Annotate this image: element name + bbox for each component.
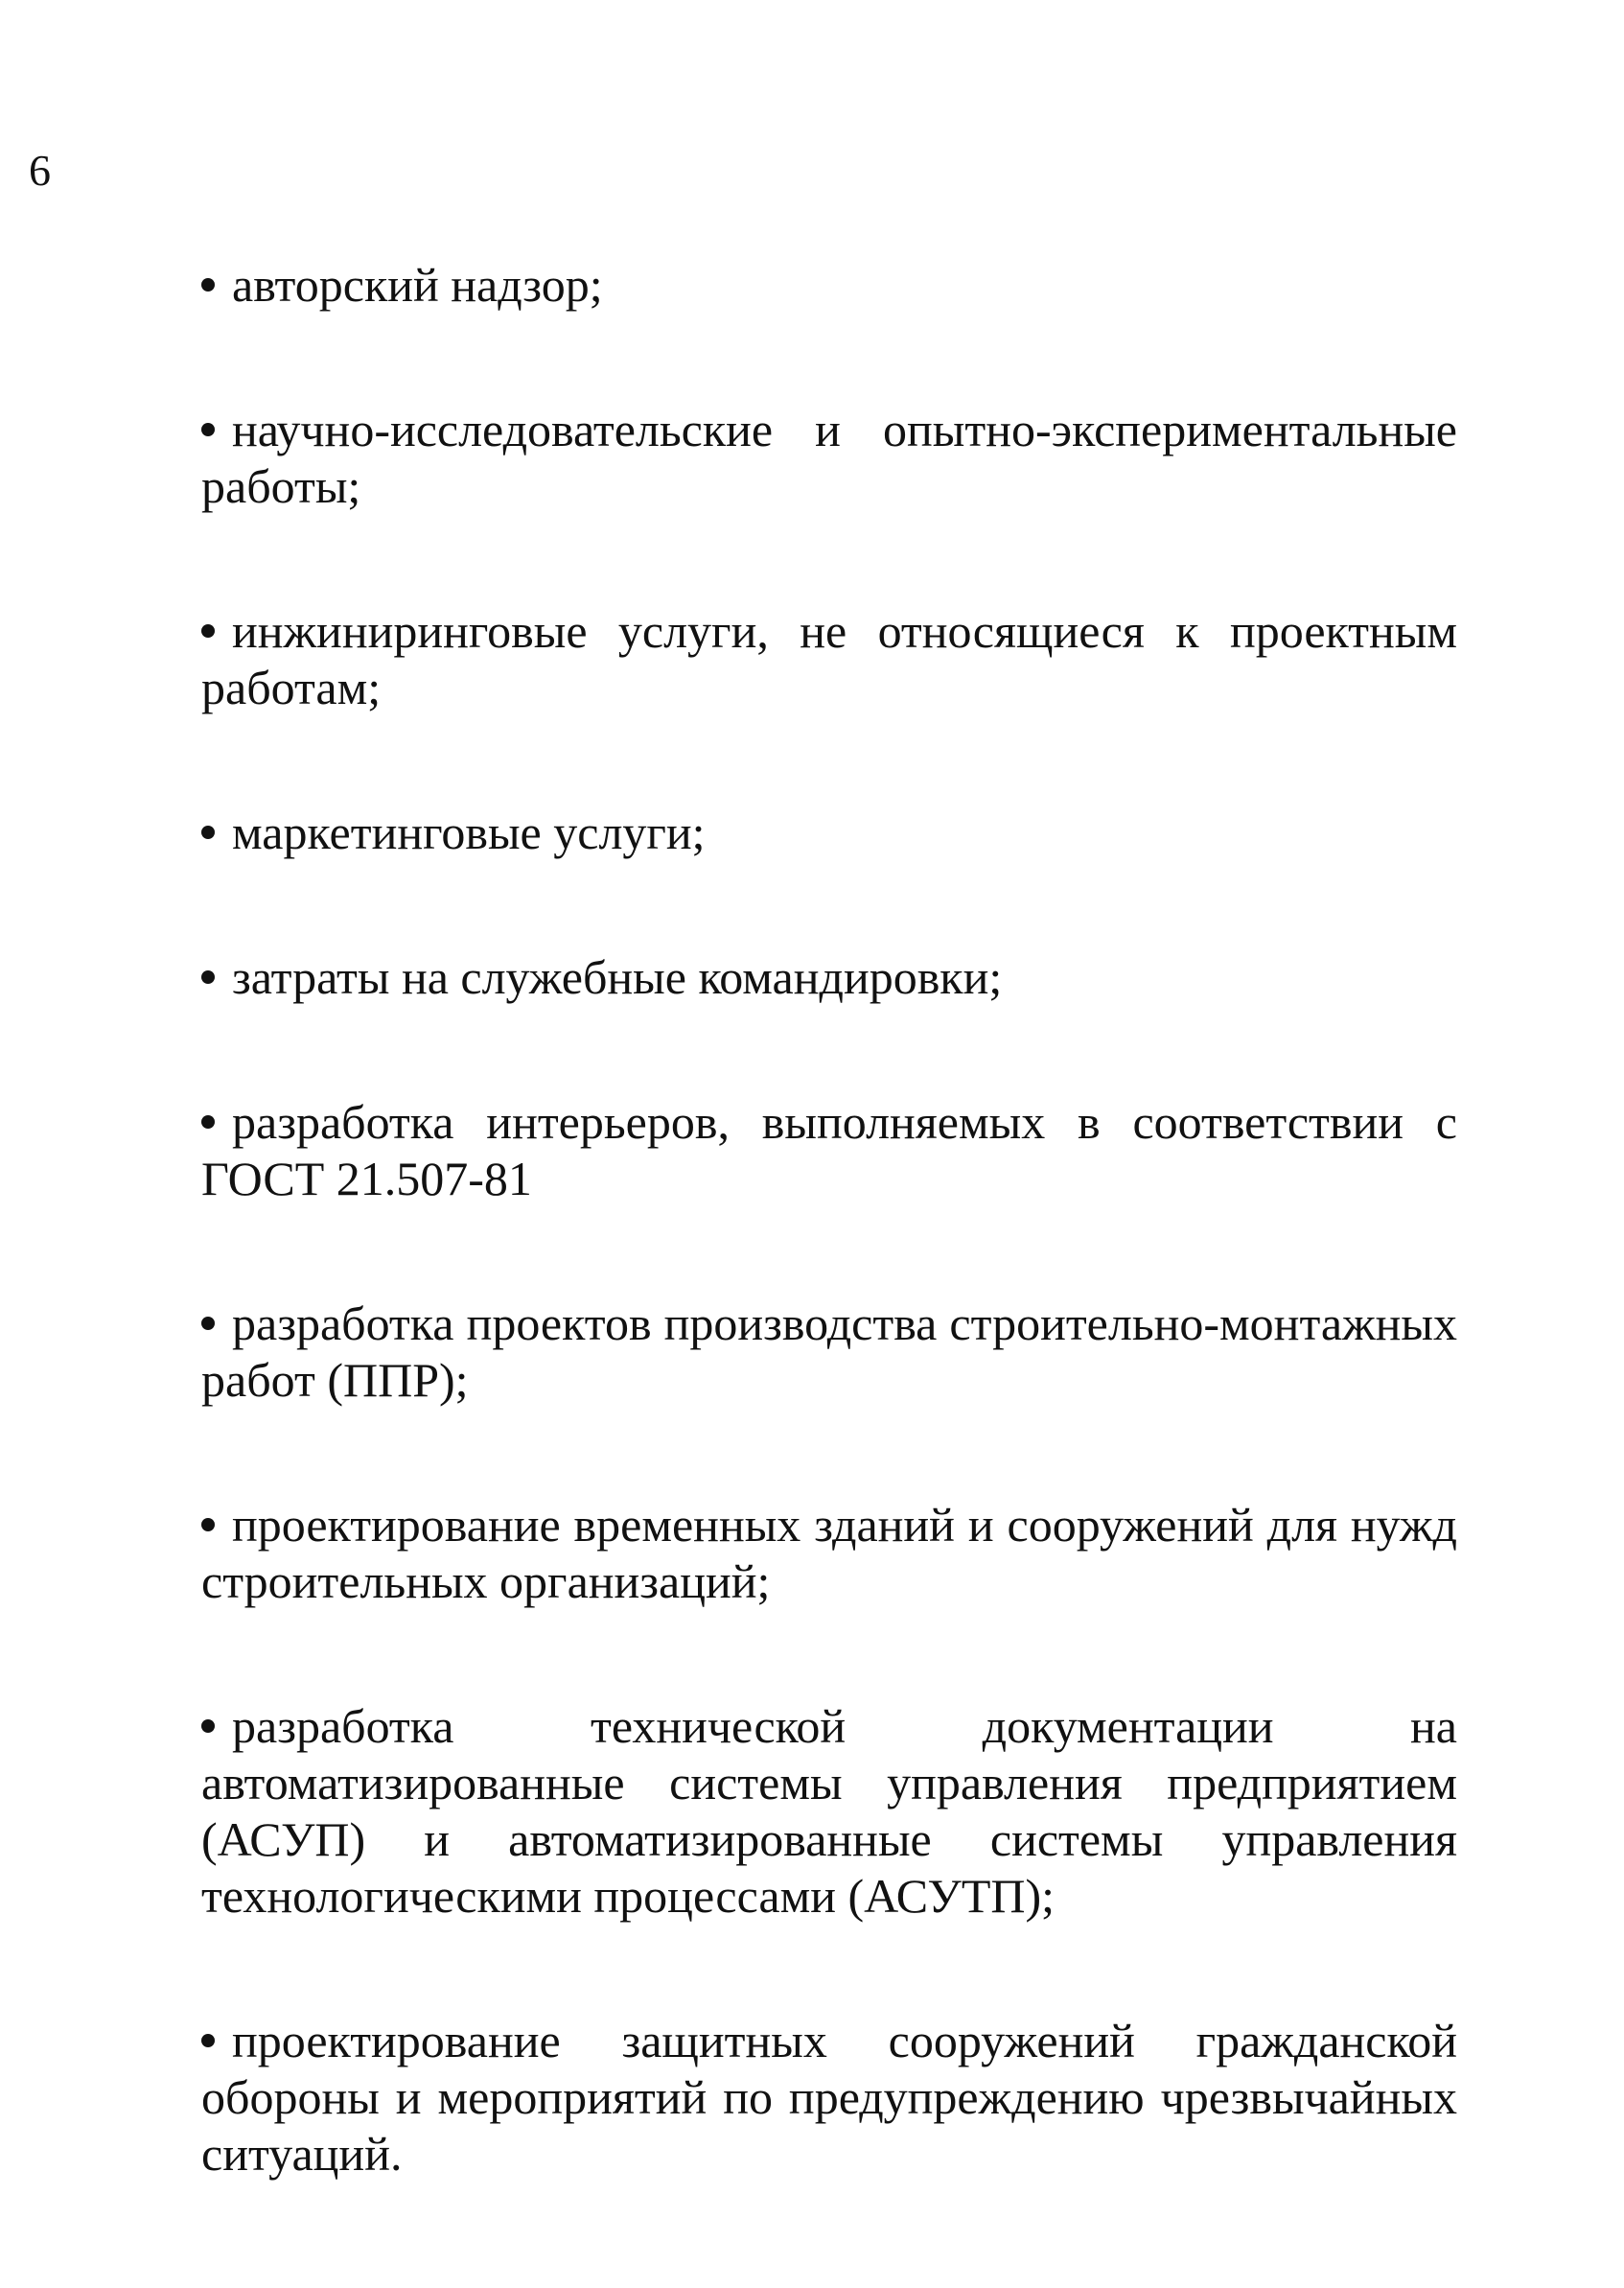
bullet-icon: [201, 1719, 215, 1733]
list-item: [201, 1094, 1457, 1207]
bullet-icon: [201, 2034, 215, 2047]
bullet-icon: [201, 1317, 215, 1330]
list-item: [201, 805, 1457, 861]
list-item: [201, 949, 1457, 1006]
list-item-text: проектирование защитных сооружений гражданской обороны и мероприятий по предупреждению чрезвычайных ситуаций.: [201, 2014, 1457, 2181]
list-item-text: разработка интерьеров, выполняемых в соответствии с ГОСТ 21.507-81: [201, 1095, 1457, 1205]
list-item-text: разработка проектов производства строительно-монтажных работ (ППР);: [201, 1296, 1457, 1407]
list-item: [201, 257, 1457, 314]
bullet-list: [201, 257, 1457, 2271]
list-item-text: научно-исследовательские и опытно-экспериментальные работы;: [201, 403, 1457, 513]
page-number: 6: [29, 146, 51, 195]
list-item: [201, 603, 1457, 716]
list-item-text: проектирование временных зданий и сооружений для нужд строительных организаций;: [201, 1498, 1457, 1608]
list-item: [201, 1497, 1457, 1610]
list-item-text: инжиниринговые услуги, не относящиеся к проектным работам;: [201, 604, 1457, 714]
bullet-icon: [201, 1518, 215, 1531]
list-item: [201, 2013, 1457, 2183]
bullet-icon: [201, 624, 215, 638]
list-item-text: затраты на служебные командировки;: [232, 950, 1003, 1004]
list-item: [201, 1698, 1457, 1925]
bullet-icon: [201, 423, 215, 436]
bullet-icon: [201, 970, 215, 984]
list-item-text: разработка технической документации на автоматизированные системы управления предприятием (АСУП) и автоматизированные системы управления технологическими процессами (АСУТП);: [201, 1699, 1457, 1923]
list-item: [201, 1296, 1457, 1409]
list-item-text: маркетинговые услуги;: [232, 805, 706, 859]
list-item-text: авторский надзор;: [232, 258, 603, 312]
bullet-icon: [201, 1115, 215, 1129]
bullet-icon: [201, 278, 215, 292]
bullet-icon: [201, 826, 215, 839]
list-item: [201, 402, 1457, 515]
